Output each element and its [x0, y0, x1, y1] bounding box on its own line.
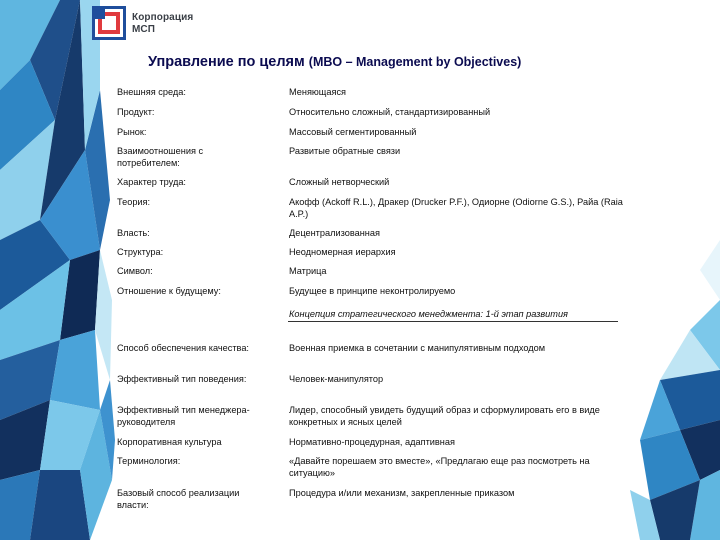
row-value: Будущее в принципе неконтролируемо	[289, 286, 456, 296]
row-value: Военная приемка в сочетании с манипулятивным подходом	[289, 343, 546, 353]
row-value: Сложный нетворческий	[289, 177, 390, 187]
row-key: Рынок:	[117, 127, 147, 137]
row-key: Эффективный тип менеджера-руководителя	[117, 405, 250, 427]
logo-line-2: МСП	[132, 24, 156, 35]
row-value: Акофф (Ackoff R.L.), Дракер (Drucker P.F.), Одиорне (Odiorne G.S.), Райа (Raia A.P.)	[289, 197, 623, 219]
row-value: Меняющаяся	[289, 87, 347, 97]
row-value: «Давайте порешаем это вместе», «Предлагаю еще раз посмотреть на ситуацию»	[289, 456, 590, 478]
row-key: Продукт:	[117, 107, 155, 117]
row-key: Способ обеспечения качества:	[117, 343, 249, 353]
concept-heading: Концепция стратегического менеджмента: 1-й этап развития	[289, 309, 568, 319]
row-value: Относительно сложный, стандартизированный	[289, 107, 491, 117]
page-title-main: Управление по целям	[148, 54, 309, 70]
row-value: Лидер, способный увидеть будущий образ и сформулировать его в виде конкретных и ясных целей	[289, 405, 600, 427]
concept-divider	[288, 321, 618, 322]
row-value: Неодномерная иерархия	[289, 247, 396, 257]
page-title-sub: (MBO – Management by Objectives)	[308, 55, 522, 69]
row-value: Человек-манипулятор	[289, 374, 384, 384]
mbo-characteristics	[117, 0, 637, 540]
row-value: Децентрализованная	[289, 228, 380, 238]
row-value: Процедура и/или механизм, закрепленные приказом	[289, 488, 515, 498]
row-key: Корпоративная культура	[117, 437, 222, 447]
row-value: Матрица	[289, 266, 327, 276]
row-key: Власть:	[117, 228, 150, 238]
row-key: Символ:	[117, 266, 153, 276]
row-key: Отношение к будущему:	[117, 286, 221, 296]
row-value: Развитые обратные связи	[289, 146, 401, 156]
row-key: Терминология:	[117, 456, 181, 466]
row-value: Нормативно-процедурная, адаптивная	[289, 437, 455, 447]
row-key: Внешняя среда:	[117, 87, 186, 97]
row-key: Структура:	[117, 247, 164, 257]
row-key: Характер труда:	[117, 177, 186, 187]
row-key: Взаимоотношения с потребителем:	[117, 146, 204, 168]
row-key: Теория:	[117, 197, 151, 207]
row-value: Массовый сегментированный	[289, 127, 417, 137]
logo-line-1: Корпорация	[132, 12, 194, 23]
row-key: Базовый способ реализации власти:	[117, 488, 240, 510]
row-key: Эффективный тип поведения:	[117, 374, 247, 384]
